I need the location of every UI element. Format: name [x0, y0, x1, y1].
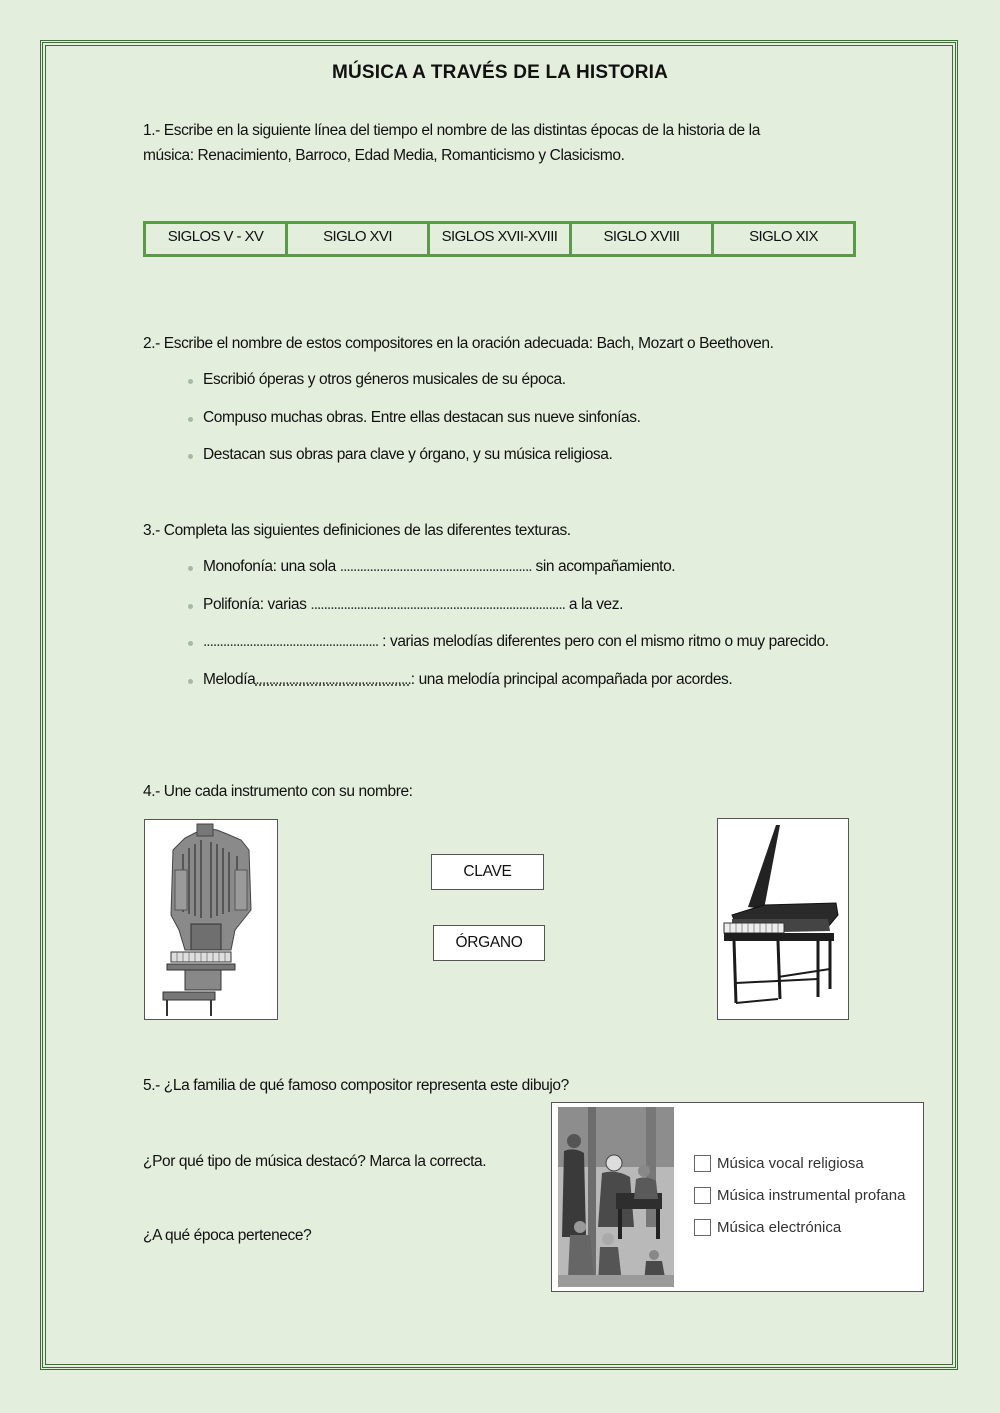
- list-item[interactable]: Escribió óperas y otros géneros musicales de su época.: [203, 371, 640, 409]
- question-5-sub-1: ¿Por qué tipo de música destacó? Marca la correcta.: [143, 1153, 487, 1170]
- question-3: 3.- Completa las siguientes definiciones de las diferentes texturas.: [143, 522, 571, 539]
- question-5-panel: [551, 1102, 924, 1292]
- question-1-line-1: 1.- Escribe en la siguiente línea del tiempo el nombre de las distintas épocas de la historia de la: [143, 122, 760, 139]
- option-electronica[interactable]: [694, 1211, 905, 1243]
- harpsichord-icon: [718, 819, 848, 1019]
- definition-text: Monofonía: una sola: [203, 558, 340, 575]
- option-label: Música vocal religiosa: [717, 1154, 864, 1172]
- timeline-cell[interactable]: SIGLO XVI: [288, 224, 430, 254]
- timeline-cell[interactable]: SIGLOS V - XV: [146, 224, 288, 254]
- definition-text: Melodía: [203, 670, 256, 688]
- question-5: 5.- ¿La familia de qué famoso compositor representa este dibujo?: [143, 1077, 569, 1094]
- bach-family-image[interactable]: [558, 1107, 674, 1287]
- question-3-list: [203, 558, 829, 708]
- options-list: [694, 1147, 905, 1243]
- checkbox[interactable]: [694, 1187, 711, 1204]
- list-item: [203, 596, 829, 634]
- definition-text: Polifonía: varias: [203, 595, 311, 613]
- page-title: MÚSICA A TRAVÉS DE LA HISTORIA: [331, 62, 669, 83]
- question-2: 2.- Escribe el nombre de estos compositores en la oración adecuada: Bach, Mozart o Beethoven.: [143, 335, 774, 352]
- label-organo[interactable]: ÓRGANO: [433, 925, 545, 961]
- list-item[interactable]: Destacan sus obras para clave y órgano, y su música religiosa.: [203, 446, 640, 484]
- organ-icon: [145, 820, 277, 1019]
- definition-text: sin acompañamiento.: [531, 558, 676, 575]
- option-label: Música electrónica: [717, 1218, 842, 1236]
- option-label: Música instrumental profana: [717, 1186, 906, 1204]
- family-painting-icon: [558, 1107, 674, 1287]
- option-vocal-religiosa[interactable]: [694, 1147, 905, 1179]
- option-instrumental-profana[interactable]: [694, 1179, 905, 1211]
- question-1: [143, 118, 863, 168]
- definition-text: : una melodía principal acompañada por acordes.: [410, 670, 733, 688]
- blank-field[interactable]: ..........................................................: [339, 558, 532, 575]
- list-item: [203, 633, 829, 671]
- checkbox[interactable]: [694, 1155, 711, 1172]
- blank-field[interactable]: ...............................................: [255, 670, 411, 688]
- list-item[interactable]: Compuso muchas obras. Entre ellas destacan sus nueve sinfonías.: [203, 409, 640, 447]
- definition-text: a la vez.: [564, 595, 624, 613]
- checkbox[interactable]: [694, 1219, 711, 1236]
- timeline-cell[interactable]: SIGLOS XVII-XVIII: [430, 224, 572, 254]
- timeline-cell[interactable]: SIGLO XVIII: [572, 224, 714, 254]
- question-4: 4.- Une cada instrumento con su nombre:: [143, 783, 413, 800]
- blank-field[interactable]: .............................................................................: [310, 595, 565, 613]
- question-2-list: [203, 371, 640, 484]
- timeline-table: [143, 221, 856, 257]
- organ-image[interactable]: [144, 819, 278, 1020]
- question-5-sub-2: ¿A qué época pertenece?: [143, 1227, 312, 1244]
- blank-field[interactable]: .....................................................: [203, 633, 379, 650]
- timeline-cell[interactable]: SIGLO XIX: [749, 227, 818, 245]
- label-clave[interactable]: CLAVE: [431, 854, 544, 890]
- definition-text: : varias melodías diferentes pero con el mismo ritmo o muy parecido.: [378, 633, 829, 650]
- question-1-line-2: música: Renacimiento, Barroco, Edad Media, Romanticismo y Clasicismo.: [143, 147, 625, 164]
- list-item: [203, 558, 829, 596]
- list-item: [203, 671, 829, 709]
- harpsichord-image[interactable]: [717, 818, 849, 1020]
